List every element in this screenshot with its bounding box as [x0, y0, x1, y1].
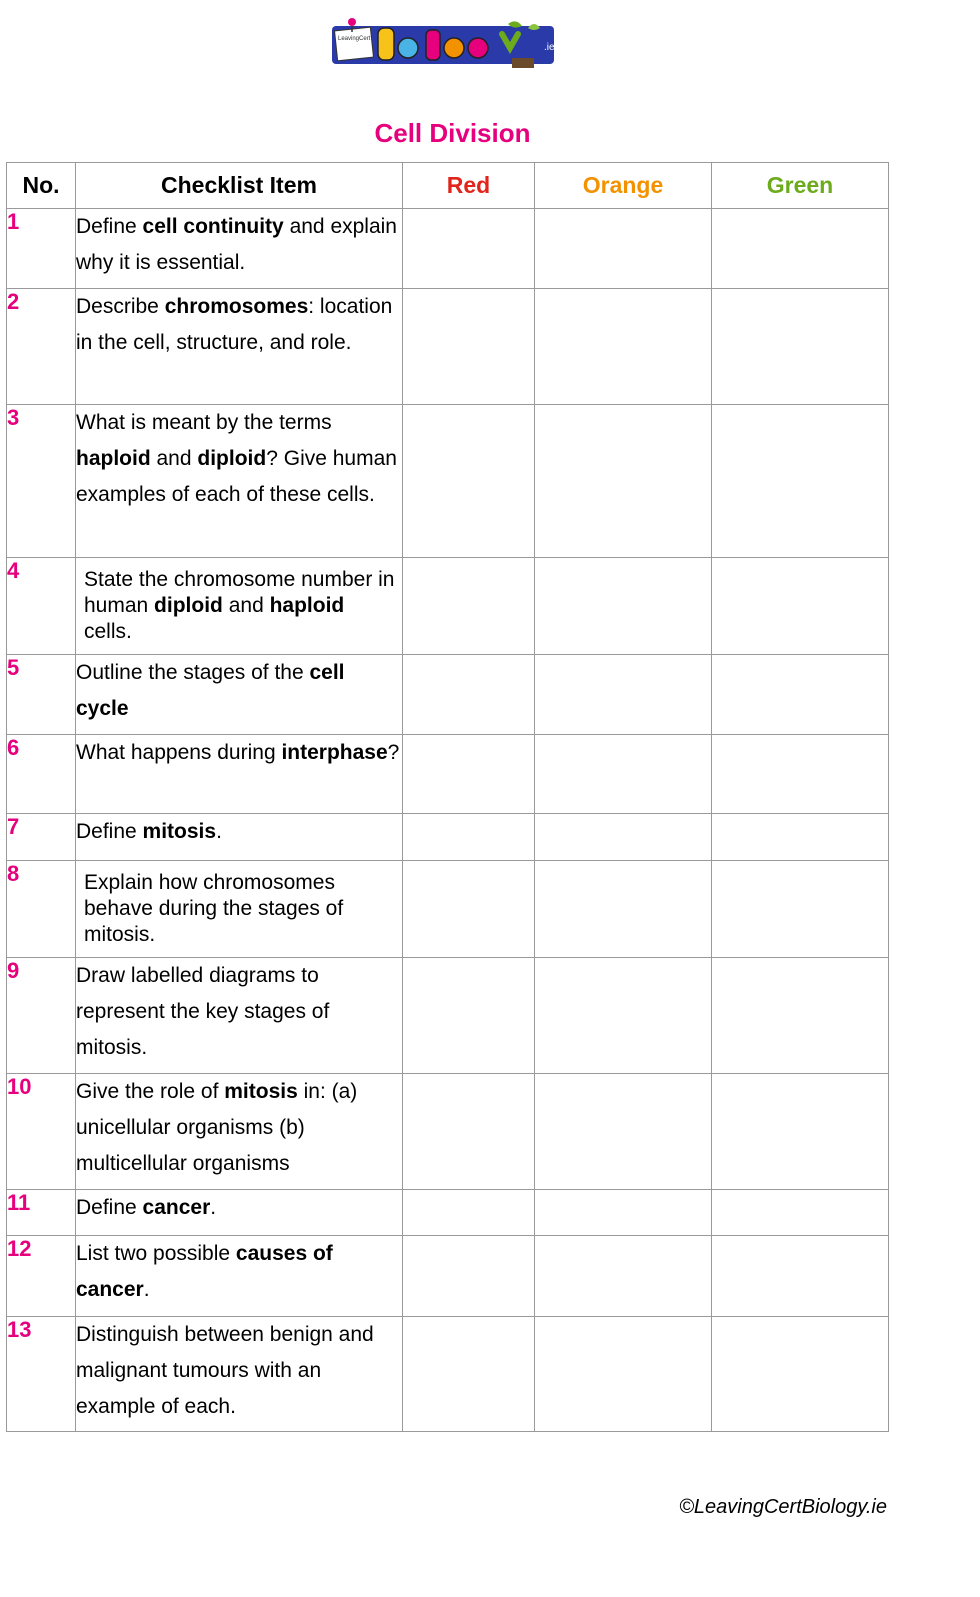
item-text: and — [222, 594, 270, 617]
item-text: List two possible — [76, 1242, 236, 1265]
row-number: 1 — [7, 209, 76, 289]
table-row — [7, 861, 889, 958]
header-orange: Orange — [535, 163, 712, 209]
rating-cell-green[interactable] — [712, 289, 889, 405]
rating-cell-red[interactable] — [403, 1190, 535, 1236]
item-text: . — [143, 1278, 150, 1301]
rating-cell-green[interactable] — [712, 861, 889, 958]
item-text: cells. — [84, 620, 132, 643]
item-text: : location in the cell, structure, and role. — [76, 295, 393, 354]
rating-cell-orange[interactable] — [535, 289, 712, 405]
bold-term: mitosis — [142, 820, 217, 843]
table-row — [7, 1317, 889, 1432]
bold-term: mitosis — [224, 1080, 298, 1103]
rating-cell-orange[interactable] — [535, 735, 712, 814]
rating-cell-green[interactable] — [712, 958, 889, 1074]
rating-cell-red[interactable] — [403, 558, 535, 655]
item-text: Define — [76, 820, 143, 843]
rating-cell-red[interactable] — [403, 735, 535, 814]
rating-cell-red[interactable] — [403, 655, 535, 735]
checklist-item-text — [76, 1074, 403, 1190]
bold-term: cell cycle — [76, 661, 345, 720]
site-logo[interactable] — [332, 14, 564, 70]
rating-cell-green[interactable] — [712, 1074, 889, 1190]
rating-cell-red[interactable] — [403, 1074, 535, 1190]
table-row — [7, 1074, 889, 1190]
item-text: Define — [76, 215, 143, 238]
rating-cell-orange[interactable] — [535, 655, 712, 735]
rating-cell-orange[interactable] — [535, 1236, 712, 1317]
rating-cell-green[interactable] — [712, 735, 889, 814]
rating-cell-red[interactable] — [403, 861, 535, 958]
checklist-item-text — [76, 209, 403, 289]
logo-suffix: .ie — [544, 42, 555, 53]
checklist-item-text — [76, 655, 403, 735]
bold-term: cancer — [142, 1196, 211, 1219]
table-row — [7, 1236, 889, 1317]
header-checklist-item: Checklist Item — [76, 163, 403, 209]
checklist-table — [6, 162, 889, 1432]
rating-cell-red[interactable] — [403, 1317, 535, 1432]
table-row — [7, 209, 889, 289]
bold-term: haploid — [76, 447, 151, 470]
row-number: 11 — [7, 1190, 76, 1236]
rating-cell-orange[interactable] — [535, 1190, 712, 1236]
checklist-item-text — [76, 958, 403, 1074]
rating-cell-orange[interactable] — [535, 1317, 712, 1432]
table-row — [7, 958, 889, 1074]
bold-term: haploid — [269, 594, 345, 617]
bold-term: cell continuity — [142, 215, 284, 238]
item-text: Draw labelled diagrams to represent the key stages of mitosis. — [76, 964, 330, 1059]
row-number: 9 — [7, 958, 76, 1074]
rating-cell-orange[interactable] — [535, 958, 712, 1074]
rating-cell-green[interactable] — [712, 1236, 889, 1317]
row-number: 6 — [7, 735, 76, 814]
item-text: Give the role of — [76, 1080, 225, 1103]
table-row — [7, 814, 889, 861]
table-row — [7, 735, 889, 814]
item-text: . — [210, 1196, 217, 1219]
checklist-item-text — [76, 405, 403, 558]
item-text: and — [150, 447, 198, 470]
item-text: Distinguish between benign and malignant tumours with an example of each. — [76, 1323, 374, 1418]
rating-cell-green[interactable] — [712, 558, 889, 655]
rating-cell-red[interactable] — [403, 209, 535, 289]
bold-term: diploid — [197, 447, 267, 470]
row-number: 3 — [7, 405, 76, 558]
header-red: Red — [403, 163, 535, 209]
bold-term: interphase — [281, 741, 388, 764]
bold-term: chromosomes — [164, 295, 309, 318]
copyright-footer: ©LeavingCertBiology.ie — [679, 1496, 887, 1518]
checklist-item-text — [76, 1190, 403, 1236]
rating-cell-red[interactable] — [403, 1236, 535, 1317]
item-text: in: (a) unicellular organisms (b) multicellular organisms — [76, 1080, 358, 1175]
rating-cell-orange[interactable] — [535, 1074, 712, 1190]
item-text: Outline the stages of the — [76, 661, 310, 684]
item-text: State the chromosome number in human — [84, 568, 395, 617]
rating-cell-green[interactable] — [712, 814, 889, 861]
bold-term: causes of cancer — [76, 1242, 333, 1301]
rating-cell-orange[interactable] — [535, 558, 712, 655]
row-number: 13 — [7, 1317, 76, 1432]
item-text: . — [216, 820, 222, 843]
item-text: and explain why it is essential. — [76, 215, 397, 274]
rating-cell-green[interactable] — [712, 1317, 889, 1432]
rating-cell-red[interactable] — [403, 814, 535, 861]
table-row — [7, 1190, 889, 1236]
rating-cell-green[interactable] — [712, 655, 889, 735]
header-no: No. — [7, 163, 76, 209]
logo-brand-text: LeavingCert — [338, 36, 371, 42]
header-row — [7, 163, 889, 209]
checklist-item-text — [76, 1236, 403, 1317]
page-title: Cell Division — [374, 118, 531, 148]
row-number: 10 — [7, 1074, 76, 1190]
table-row — [7, 289, 889, 405]
rating-cell-orange[interactable] — [535, 814, 712, 861]
checklist-item-text — [76, 814, 403, 861]
rating-cell-green[interactable] — [712, 1190, 889, 1236]
rating-cell-green[interactable] — [712, 209, 889, 289]
checklist-item-text — [76, 558, 403, 655]
item-text: ? — [387, 741, 400, 764]
rating-cell-orange[interactable] — [535, 861, 712, 958]
row-number: 5 — [7, 655, 76, 735]
biology-logo-icon — [332, 14, 564, 70]
item-text: ? Give human examples of each of these cells. — [76, 447, 397, 506]
checklist-item-text — [76, 289, 403, 405]
rating-cell-red[interactable] — [403, 289, 535, 405]
item-text: Explain how chromosomes behave during the stages of mitosis. — [84, 871, 344, 946]
row-number: 7 — [7, 814, 76, 861]
row-number: 4 — [7, 558, 76, 655]
checklist-item-text — [76, 861, 403, 958]
bold-term: diploid — [154, 594, 223, 617]
rating-cell-green[interactable] — [712, 405, 889, 558]
item-text: Describe — [76, 295, 165, 318]
rating-cell-orange[interactable] — [535, 405, 712, 558]
rating-cell-red[interactable] — [403, 958, 535, 1074]
table-row — [7, 558, 889, 655]
rating-cell-orange[interactable] — [535, 209, 712, 289]
checklist-item-text — [76, 1317, 403, 1432]
row-number: 8 — [7, 861, 76, 958]
item-text: What is meant by the terms — [76, 411, 332, 434]
rating-cell-red[interactable] — [403, 405, 535, 558]
item-text: What happens during — [76, 741, 282, 764]
table-row — [7, 405, 889, 558]
header-green: Green — [712, 163, 889, 209]
table-row — [7, 655, 889, 735]
row-number: 12 — [7, 1236, 76, 1317]
checklist-item-text — [76, 735, 403, 814]
item-text: Define — [76, 1196, 143, 1219]
row-number: 2 — [7, 289, 76, 405]
